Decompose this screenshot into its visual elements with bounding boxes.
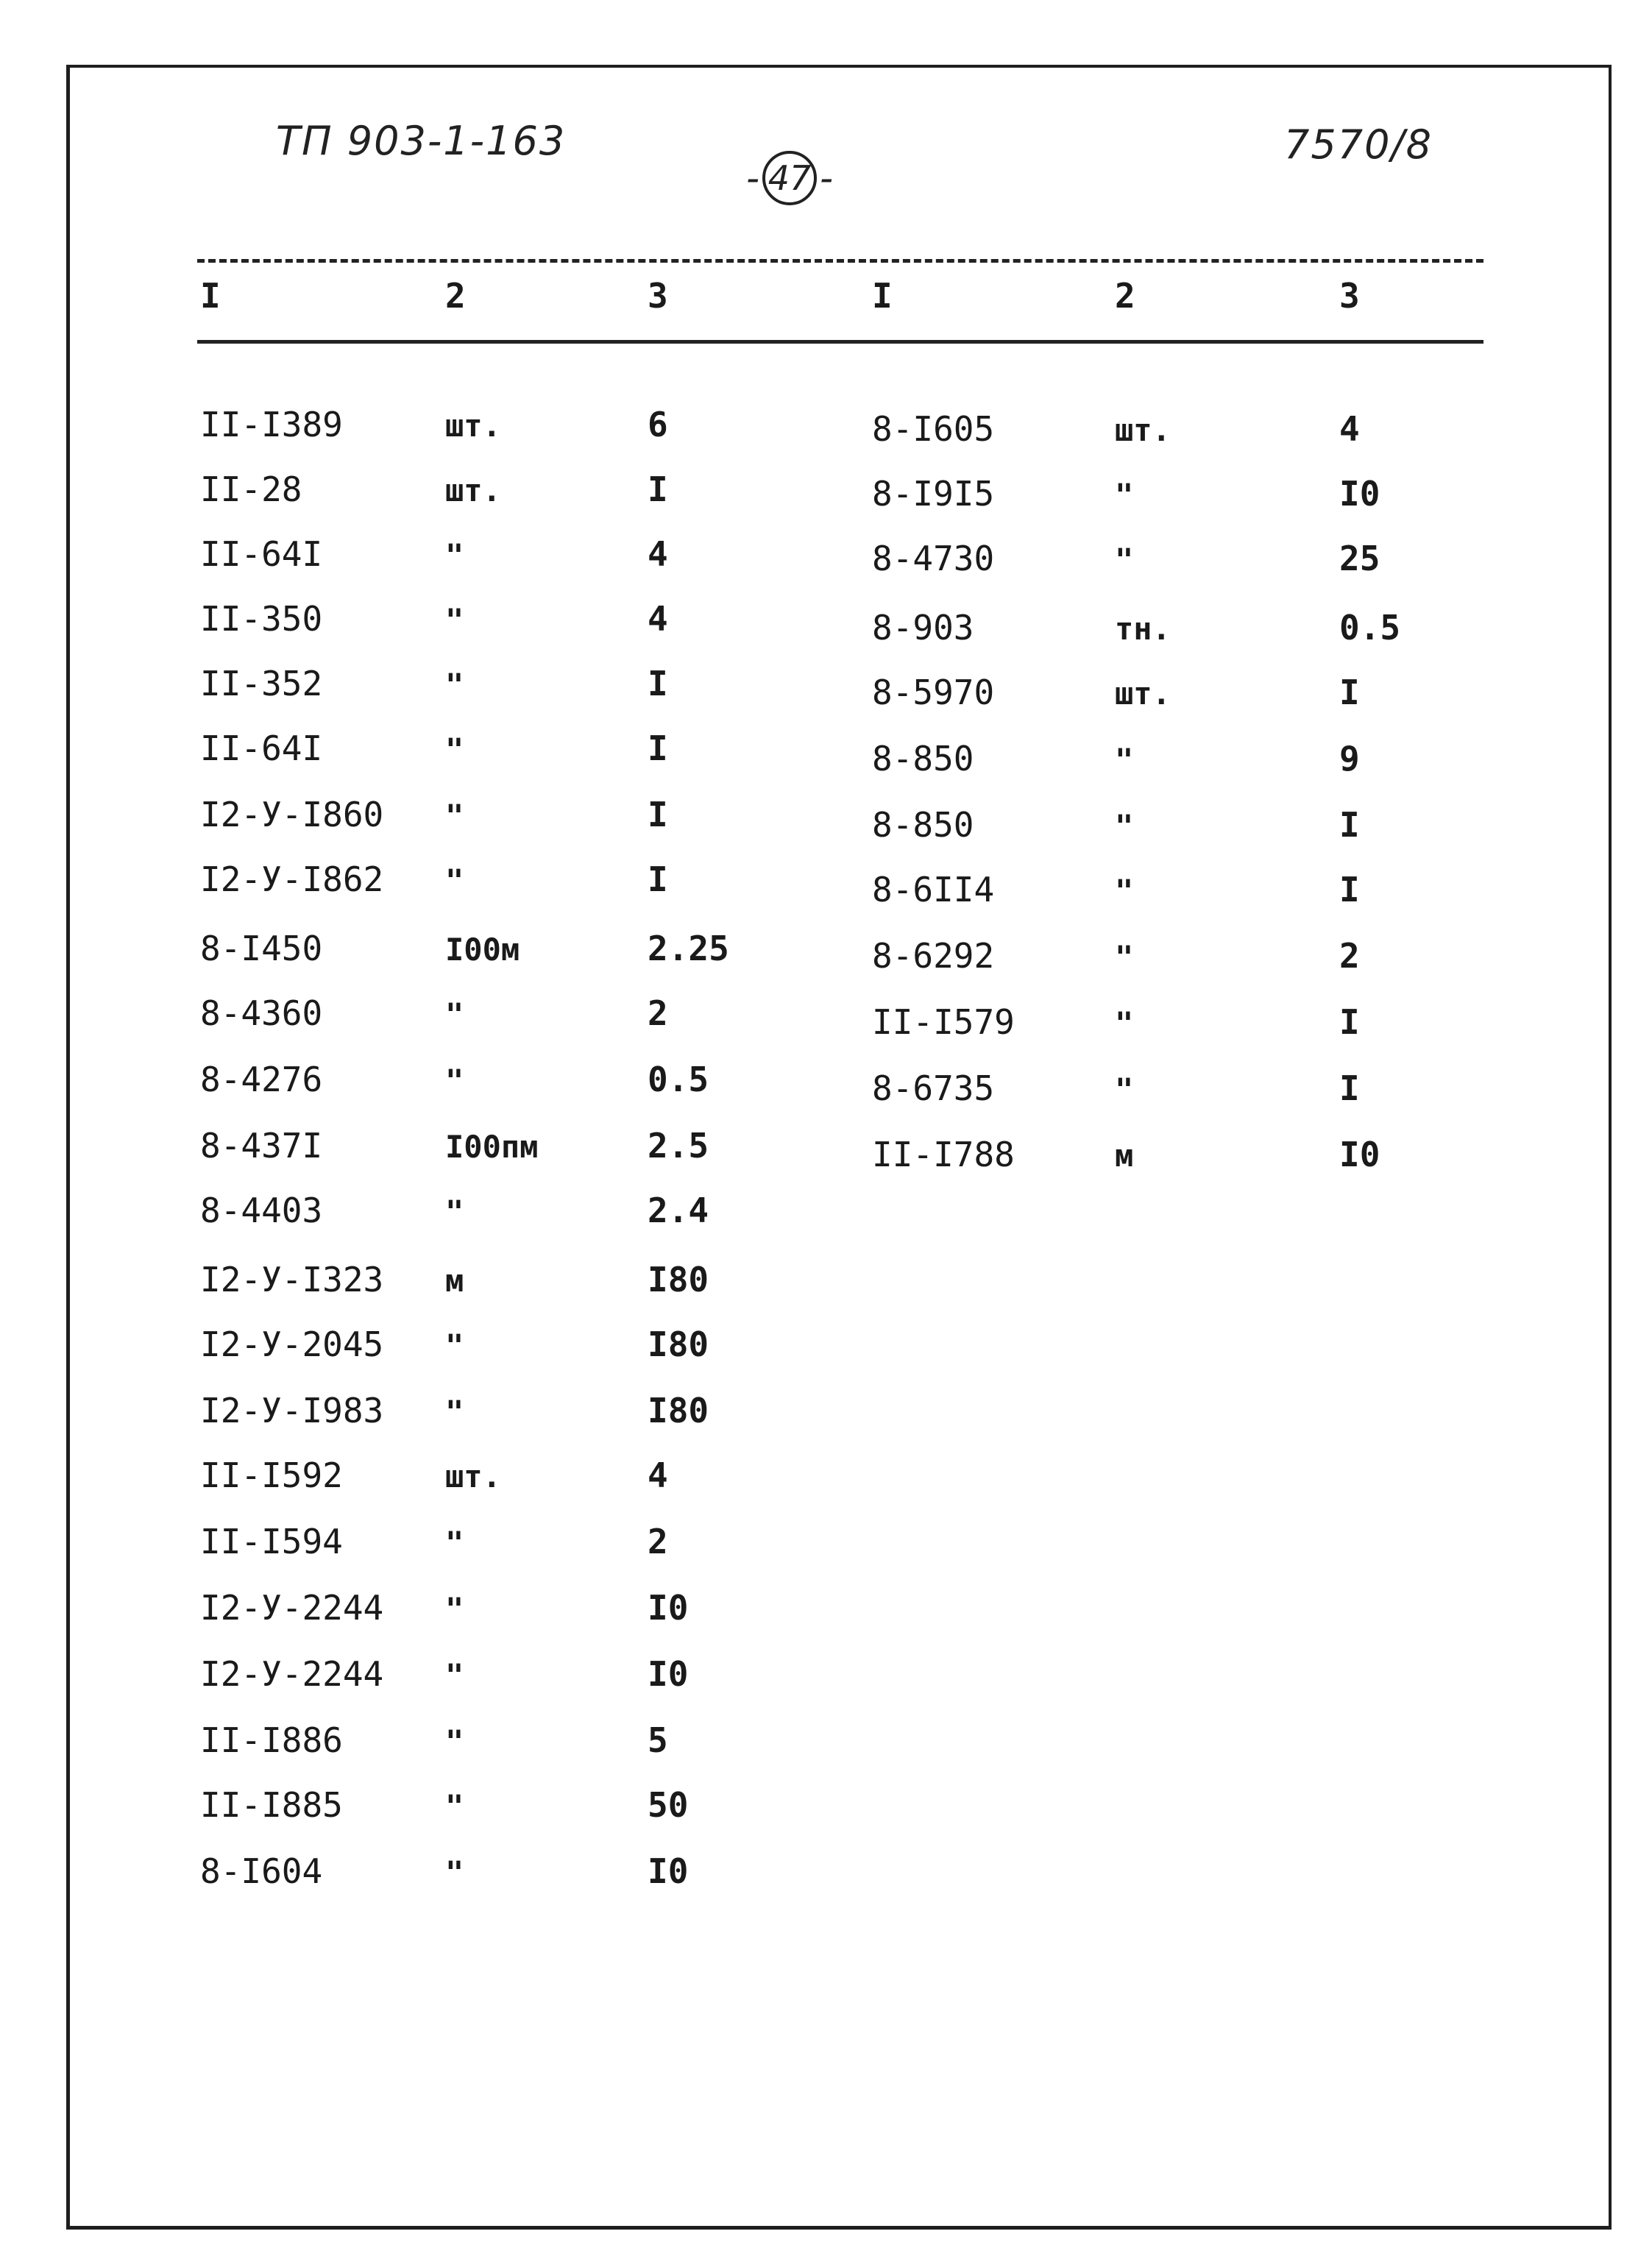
item-quantity: 2 [648,993,668,1033]
item-quantity: I0 [1339,474,1380,514]
item-quantity: I [1339,870,1360,909]
item-quantity: I [1339,1068,1360,1108]
item-quantity: I0 [1339,1135,1380,1174]
page-number-stamp [743,151,836,205]
item-quantity: 0.5 [1339,608,1401,648]
table-top-dashed-rule [197,259,1483,263]
item-quantity: I [1339,805,1360,845]
item-code: 8-4276 [200,1060,323,1099]
item-code: I2-У-I862 [200,859,384,899]
column-header-right-3: 3 [1339,276,1360,316]
item-unit: " [445,667,464,703]
page-number-dash-left: - [746,157,760,199]
item-quantity: 4 [1339,409,1360,449]
item-code: II-I592 [200,1455,343,1495]
item-quantity: I0 [648,1851,689,1891]
item-quantity: 9 [1339,739,1360,779]
item-quantity: 2 [1339,936,1360,976]
item-quantity: 5 [648,1720,668,1760]
item-code: II-28 [200,469,302,509]
item-unit: " [445,1194,464,1230]
document-code: ТП 903-1-163 [276,118,567,164]
item-code: 8-5970 [872,673,995,712]
item-unit: " [445,798,464,834]
item-quantity: 2.25 [648,929,729,968]
item-code: I2-У-I860 [200,795,384,834]
item-unit: " [445,602,464,638]
item-code: II-I579 [872,1002,1015,1042]
column-header-left-3: 3 [648,276,668,316]
item-quantity: I0 [648,1654,689,1694]
item-code: 8-6292 [872,936,995,976]
item-code: II-I885 [200,1785,343,1825]
page-number: 47 [767,158,812,198]
item-code: I2-У-2045 [200,1324,384,1364]
item-unit: " [445,1394,464,1430]
item-code: 8-4360 [200,993,323,1033]
item-unit: " [445,1854,464,1890]
item-quantity: I80 [648,1391,709,1430]
item-quantity: I [648,469,668,509]
item-unit: " [445,1788,464,1824]
column-header-left-2: 2 [445,276,466,316]
item-quantity: 4 [648,1455,668,1495]
item-quantity: 0.5 [648,1060,709,1099]
item-unit: шт. [1115,675,1171,712]
item-unit: I00пм [445,1129,539,1165]
item-code: I2-У-I983 [200,1391,384,1430]
item-quantity: I [648,664,668,703]
item-quantity: 2 [648,1522,668,1561]
item-code: II-352 [200,664,323,703]
item-unit: " [1115,1071,1134,1107]
item-unit: " [445,1327,464,1363]
item-code: II-I594 [200,1522,343,1561]
column-header-left-1: I [200,276,221,316]
item-unit: шт. [445,408,501,444]
item-unit: " [445,862,464,898]
item-unit: " [1115,1005,1134,1041]
page-number-dash-right: - [820,157,834,199]
item-code: II-64I [200,728,323,768]
column-header-right-1: I [872,276,893,316]
item-unit: " [445,1723,464,1759]
item-unit: " [1115,542,1134,578]
item-quantity: 2.5 [648,1126,709,1166]
item-unit: " [445,537,464,573]
item-unit: шт. [445,472,501,508]
item-unit: тн. [1115,611,1171,647]
item-unit: " [1115,742,1134,778]
item-code: 8-437I [200,1126,323,1166]
item-unit: " [445,731,464,767]
item-code: 8-I9I5 [872,474,995,514]
item-unit: м [1115,1138,1134,1174]
item-quantity: I80 [648,1324,709,1364]
item-unit: " [445,996,464,1032]
sheet-code: 7570/8 [1284,121,1433,168]
item-code: 8-I450 [200,929,323,968]
table-header-rule [197,340,1483,344]
item-unit: " [445,1591,464,1627]
item-unit: " [445,1657,464,1693]
item-code: 8-850 [872,739,974,779]
item-code: I2-У-2244 [200,1588,384,1628]
item-quantity: I [648,728,668,768]
item-code: 8-I605 [872,409,995,449]
item-code: I2-У-I323 [200,1260,384,1299]
item-quantity: 50 [648,1785,689,1825]
item-unit: " [1115,939,1134,975]
item-quantity: 2.4 [648,1191,709,1230]
item-quantity: 6 [648,405,668,444]
item-code: II-350 [200,599,323,639]
item-code: I2-У-2244 [200,1654,384,1694]
item-unit: м [445,1263,464,1299]
item-unit: шт. [1115,412,1171,448]
item-code: 8-I604 [200,1851,323,1891]
page-number-circle [762,151,817,205]
item-unit: " [1115,808,1134,844]
item-unit: " [1115,477,1134,513]
item-code: 8-850 [872,805,974,845]
column-header-right-2: 2 [1115,276,1135,316]
item-quantity: I [648,859,668,899]
item-quantity: 4 [648,534,668,574]
item-code: 8-4730 [872,539,995,578]
item-quantity: I [1339,673,1360,712]
item-unit: I00м [445,932,520,968]
item-code: II-64I [200,534,323,574]
item-quantity: I80 [648,1260,709,1299]
item-code: 8-903 [872,608,974,648]
item-unit: " [445,1525,464,1561]
item-code: 8-6735 [872,1068,995,1108]
item-quantity: I [1339,1002,1360,1042]
item-code: II-I788 [872,1135,1015,1174]
item-unit: " [445,1063,464,1099]
item-unit: " [1115,873,1134,909]
item-code: 8-6II4 [872,870,995,909]
item-code: II-I886 [200,1720,343,1760]
item-quantity: 4 [648,599,668,639]
item-code: 8-4403 [200,1191,323,1230]
item-quantity: I [648,795,668,834]
item-quantity: I0 [648,1588,689,1628]
item-quantity: 25 [1339,539,1380,578]
item-code: II-I389 [200,405,343,444]
item-unit: шт. [445,1458,501,1494]
